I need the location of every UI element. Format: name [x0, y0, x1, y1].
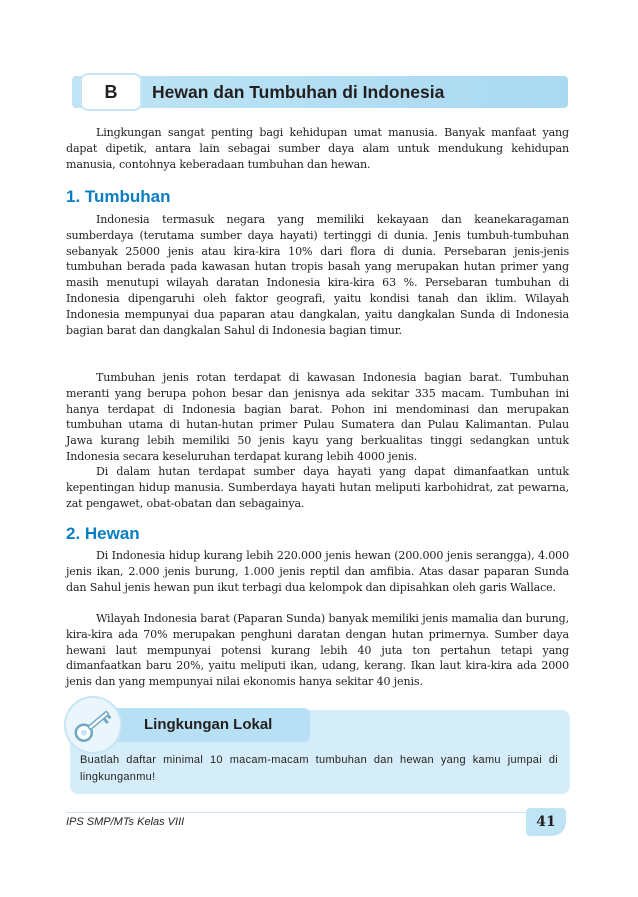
tumbuhan-paragraph-2: Tumbuhan jenis rotan terdapat di kawasan Indonesia bagian barat. Tumbuhan meranti yang berupa pohon besar dan jenisnya ada sekitar 335 macam. Tumbuhan ini hanya terdapat di Indonesia bagian barat. Pohon ini mendominasi dan merupakan tumbuhan utama di hutan-hutan primer Pulau Sumatera dan Pulau Kalimantan. Pulau Jawa kurang lebih memiliki 50 jenis kayu yang berkualitas tinggi sedangkan untuk Indonesia secara keseluruhan terdapat kurang lebih 4000 jenis.: [66, 371, 569, 463]
page-number: 41: [536, 814, 556, 830]
key-icon: [66, 698, 120, 752]
tumbuhan-paragraph-3: Di dalam hutan terdapat sumber daya hayati yang dapat dimanfaatkan untuk kepentingan hidup manusia. Sumberdaya hayati hutan meliputi karbohidrat, zat pewarna, zat pengawet, obat-obatan dan sebagainya.: [66, 465, 569, 510]
footer-book-title: IPS SMP/MTs Kelas VIII: [66, 816, 185, 828]
heading-hewan: 2. Hewan: [66, 524, 140, 543]
tumbuhan-paragraph-1: Indonesia termasuk negara yang memiliki kekayaan dan keanekaragaman sumberdaya (terutama sumber daya hayati) tertinggi di dunia. Jenis tumbuh-tumbuhan sebanyak 25000 jenis atau kira-kira 10% dari flora di dunia. Persebaran jenis-jenis tumbuhan berada pada kawasan hutan tropis basah yang merupakan hutan primer yang masih menutupi wilayah daratan Indonesia kira-kira 63 %. Persebaran tumbuhan di Indonesia dipengaruhi oleh faktor geografi, yaitu kondisi tanah dan iklim. Wilayah Indonesia mempunyai dua paparan atau dangkalan, yaitu dangkalan Sunda di Indonesia bagian barat dan dangkalan Sahul di Indonesia bagian timur.: [66, 213, 569, 337]
hewan-paragraph-1: Di Indonesia hidup kurang lebih 220.000 jenis hewan (200.000 jenis serangga), 4.000 jenis ikan, 2.000 jenis burung, 1.000 jenis reptil dan amfibia. Atas dasar paparan Sunda dan Sahul jenis hewan pun ikut terbagi dua kelompok dan dipisahkan oleh garis Wallace.: [66, 549, 569, 594]
lingkungan-lokal-text: Buatlah daftar minimal 10 macam-macam tumbuhan dan hewan yang kamu jumpai di lingkunganmu!: [80, 754, 558, 783]
hewan-paragraph-2: Wilayah Indonesia barat (Paparan Sunda) banyak memiliki jenis mamalia dan burung, kira-kira ada 70% merupakan penghuni daratan dengan hutan primernya. Sumber daya hewani laut mempunyai potensi kurang lebih 40 juta ton pertahun tetapi yang dimanfaatkan baru 20%, yaitu meliputi ikan, udang, kerang. Ikan laut kira-kira ada 2000 jenis dan yang mempunyai nilai ekonomis hanya sekitar 40 jenis.: [66, 612, 569, 689]
footer-divider: [66, 812, 536, 813]
lingkungan-lokal-title: Lingkungan Lokal: [144, 716, 273, 733]
section-title: Hewan dan Tumbuhan di Indonesia: [152, 82, 445, 102]
heading-tumbuhan: 1. Tumbuhan: [66, 187, 171, 206]
section-letter: B: [80, 73, 142, 111]
intro-paragraph: Lingkungan sangat penting bagi kehidupan umat manusia. Banyak manfaat yang dapat dipetik, antara lain sebagai sumber daya alam untuk mendukung kehidupan manusia, contohnya keberadaan tumbuhan dan hewan.: [66, 126, 569, 171]
